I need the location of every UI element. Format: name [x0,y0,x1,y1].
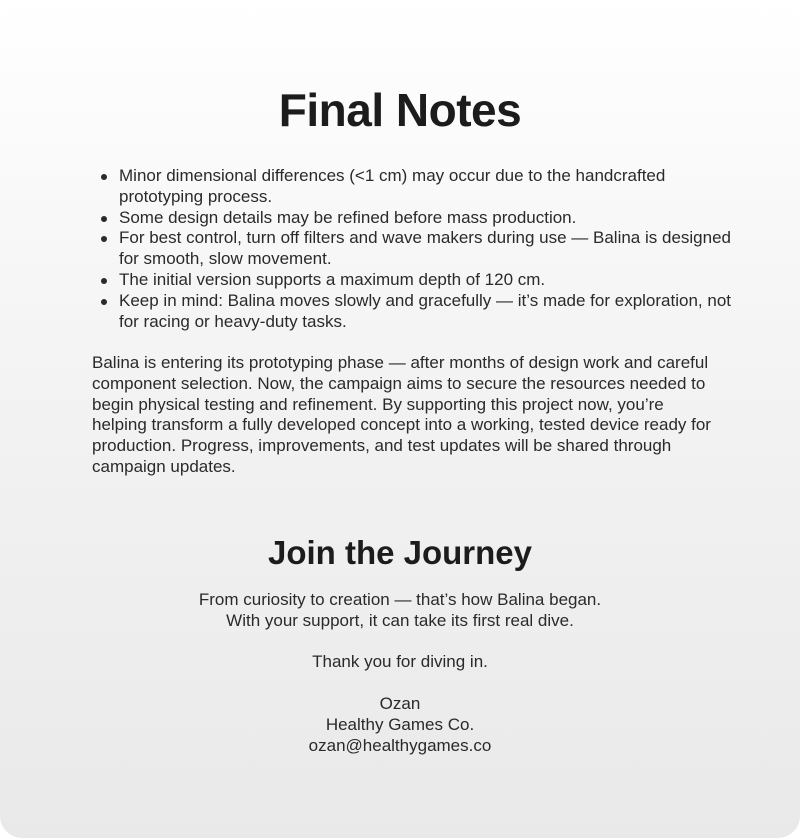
note-text: The initial version supports a maximum depth of 120 cm. [119,269,546,289]
note-text: Minor dimensional differences (<1 cm) may occur due to the handcrafted prototyping process. [119,166,666,206]
list-item [119,228,739,270]
bullet-icon [101,299,107,305]
closing-line: From curiosity to creation — that’s how Balina began. [198,590,602,609]
closing-message [0,590,800,756]
signature-email: ozan@healthygames.co [308,735,492,755]
signature-name: Ozan [379,693,421,713]
list-item [119,291,739,333]
note-text: Keep in mind: Balina moves slowly and gracefully — it’s made for exploration, not for racing or heavy-duty tasks. [119,290,731,331]
campaign-paragraph: Balina is entering its prototyping phase — after months of design work and careful component selection. Now, the campaign aims to secure the resources needed to begin physical testing and refinement. By supporting this project now, you’re helping transform a fully developed concept into a working, tested device ready for production. Progress, improvements, and test updates will be shared through campaign updates. [92,353,711,476]
bullet-icon [101,236,107,242]
bullet-icon [101,278,107,284]
spacer [0,673,800,694]
list-item [119,208,739,229]
bullet-icon [101,174,107,180]
notes-list [92,166,739,332]
bullet-icon [101,216,107,222]
note-text: Some design details may be refined before mass production. [119,207,577,227]
signature-company: Healthy Games Co. [325,714,475,734]
closing-line: With your support, it can take its first real dive. [226,610,574,630]
spacer [0,632,800,653]
list-item [119,270,739,291]
note-text: For best control, turn off filters and wave makers during use — Balina is designed for smooth, slow movement. [119,228,731,269]
page-title: Final Notes [278,84,522,136]
list-item [119,166,739,208]
section-title: Join the Journey [267,534,533,571]
thanks-line: Thank you for diving in. [312,652,488,672]
